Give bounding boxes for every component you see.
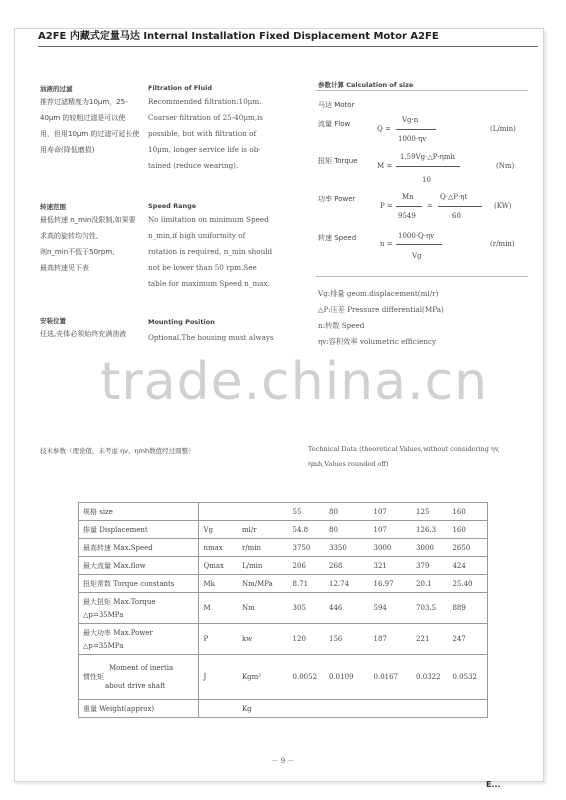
table-row	[79, 655, 488, 700]
filtration-cn-heading: 油液的过滤	[40, 85, 73, 93]
table-cell-value: 120	[289, 624, 325, 655]
speed-en-text	[148, 212, 308, 292]
table-cell-value: 12.74	[325, 575, 370, 593]
table-row-label	[79, 655, 199, 700]
filtration-en-line: Recommended filtration:10μm.	[148, 97, 262, 106]
table-cell-value: 3350	[325, 539, 370, 557]
table-cell-value: 446	[325, 593, 370, 624]
calc-torque-denominator: 10	[422, 176, 431, 184]
filtration-en-line: tained (reduce wearing).	[148, 161, 239, 170]
table-row	[79, 575, 488, 593]
page-number: － 9 －	[271, 757, 295, 765]
table-cell-value: 54.8	[289, 521, 325, 539]
table-cell-value: 0.0167	[370, 655, 413, 700]
table-cell-value	[412, 700, 448, 718]
table-cell-value: 206	[289, 557, 325, 575]
mount-en-text	[148, 330, 308, 346]
table-cell-symbol: Mk	[199, 575, 238, 593]
table-cell-size: 55	[289, 503, 325, 521]
calc-torque-fraction-line	[396, 166, 460, 167]
table-cell-value	[289, 700, 325, 718]
speed-en-line: No limitation on minimum Speed	[148, 215, 269, 224]
mount-cn-line: 任选,壳体必须始终充满油液	[40, 330, 127, 338]
tech-data-table	[78, 502, 488, 718]
tech-data-en-caption	[308, 442, 528, 472]
table-cell-value: 221	[412, 624, 448, 655]
table-cell-value: 8.71	[289, 575, 325, 593]
calc-power-numerator: Mn	[402, 193, 414, 201]
calc-legend-line: Vg:排量 geom.displacement(ml/r)	[318, 289, 439, 298]
table-cell-symbol: Qmax	[199, 557, 238, 575]
filtration-cn-text	[40, 94, 142, 158]
filtration-en-line: possible, but with filtration of	[148, 129, 257, 138]
calc-heading: 参数计算 Calculation of size	[318, 81, 414, 89]
table-row	[79, 557, 488, 575]
table-cell-value: 268	[325, 557, 370, 575]
table-cell-value: 703.5	[412, 593, 448, 624]
table-cell-symbol: P	[199, 624, 238, 655]
filtration-en-line: Coarser filtration of 25-40μm,is	[148, 113, 264, 122]
page-title-text: A2FE 内藏式定量马达 Internal Installation Fixed Displacement Motor A2FE	[38, 31, 439, 42]
table-cell-unit: L/min	[238, 557, 289, 575]
calc-flow-denominator: 1000·ηv	[398, 135, 427, 143]
calc-flow-numerator: Vg·n	[402, 116, 419, 124]
table-cell-value: 305	[289, 593, 325, 624]
row-label-line: about drive shaft	[105, 682, 166, 690]
table-cell-value: 156	[325, 624, 370, 655]
table-cell-value: 889	[448, 593, 487, 624]
speed-cn-line: 求高的旋转均匀性,	[40, 232, 99, 240]
row-label-line: 最大扭矩 Max.Torque	[83, 598, 156, 606]
table-row	[79, 593, 488, 624]
calc-legend-line: n:转数 Speed	[318, 321, 365, 330]
calc-power-fraction-line-2	[438, 206, 482, 207]
calc-torque-label: 扭矩 Torque	[318, 157, 358, 165]
speed-cn-line: 最低转速 n_min没限制,如果要	[40, 216, 136, 224]
table-row-label: 最大流量 Max.flow	[79, 557, 199, 575]
table-cell-symbol: nmax	[199, 539, 238, 557]
row-label-line: 惯性矩	[83, 673, 104, 681]
calc-torque-numerator: 1.59Vg·△P·ηmh	[400, 153, 456, 161]
mount-cn-heading: 安装位置	[40, 317, 66, 325]
table-cell-value: 0.0322	[412, 655, 448, 700]
table-row-label: 重量 Weight(approx)	[79, 700, 199, 718]
table-cell-value: 80	[325, 521, 370, 539]
calc-power-lhs: P =	[380, 202, 393, 210]
filtration-en-heading: Filtration of Fluid	[148, 84, 213, 92]
calc-speed-numerator: 1000·Q·ηv	[398, 232, 435, 240]
table-cell-value: 247	[448, 624, 487, 655]
speed-en-heading: Speed Range	[148, 202, 197, 210]
table-cell-value	[448, 700, 487, 718]
calc-divider	[316, 90, 528, 91]
row-label-line: △p=35MPa	[83, 642, 124, 650]
calc-power-equals: =	[427, 202, 433, 210]
watermark: trade.china.cn	[100, 352, 489, 412]
tech-data-en-line: ηmh,Values rounded off)	[308, 460, 389, 468]
table-cell-value: 20.1	[412, 575, 448, 593]
speed-en-line: not be lower than 50 rpm.See	[148, 263, 257, 272]
table-cell-value: 126.3	[412, 521, 448, 539]
row-label-line: △p=35MPa	[83, 611, 124, 619]
table-cell-unit: kw	[238, 624, 289, 655]
table-cell-value	[370, 700, 413, 718]
calc-speed-fraction-line	[396, 244, 442, 245]
filtration-en-line: 10μm, longer service life is ob-	[148, 145, 261, 154]
table-cell-value: 3750	[289, 539, 325, 557]
table-cell-value: 107	[370, 521, 413, 539]
speed-en-line: n_min,if high uniformity of	[148, 231, 246, 240]
table-row-label	[79, 593, 199, 624]
calc-legend	[318, 286, 528, 350]
table-cell-unit: r/min	[238, 539, 289, 557]
speed-cn-line: 最高转速见下表	[40, 264, 89, 272]
table-cell-symbol: J	[199, 655, 238, 700]
table-cell-value: 0.0052	[289, 655, 325, 700]
mount-cn-text	[40, 326, 150, 342]
table-cell-size: 125	[412, 503, 448, 521]
calc-power-numerator-2: Q·△P·ηt	[440, 193, 468, 201]
table-row	[79, 700, 488, 718]
calc-power-denominator-2: 60	[452, 212, 461, 220]
table-cell-unit: Kgm²	[238, 655, 289, 700]
table-cell-value: 321	[370, 557, 413, 575]
table-row	[79, 624, 488, 655]
calc-torque-unit: (Nm)	[496, 162, 515, 170]
mount-en-line: Optional.The housing must always	[148, 333, 274, 342]
table-cell-size: 107	[370, 503, 413, 521]
corner-mark: E...	[486, 780, 501, 789]
table-cell-value: 424	[448, 557, 487, 575]
speed-en-line: rotation is required, n_min should	[148, 247, 273, 256]
filtration-cn-line: 用寿命(降低磨损)	[40, 146, 95, 154]
table-row-label	[79, 624, 199, 655]
table-row	[79, 521, 488, 539]
calc-flow-label: 流量 Flow	[318, 120, 351, 128]
tech-data-en-line: Technical Data (theoretical Values,without considering ηv,	[308, 445, 500, 453]
table-cell-value: 3000	[412, 539, 448, 557]
filtration-cn-line: 推荐过滤精度为10μm，25-	[40, 98, 128, 106]
table-cell-value: 379	[412, 557, 448, 575]
calc-flow-lhs: Q =	[377, 125, 391, 133]
calc-speed-label: 转速 Speed	[318, 234, 357, 242]
speed-cn-line: 则n_min不低于50rpm,	[40, 248, 115, 256]
filtration-en-text	[148, 94, 308, 174]
row-label-line: Moment of inertia	[109, 664, 174, 672]
calc-flow-fraction-line	[396, 129, 436, 130]
calc-flow-unit: (L/min)	[490, 125, 516, 133]
table-cell-symbol	[199, 700, 238, 718]
speed-cn-heading: 转速范围	[40, 203, 66, 211]
page-title	[38, 28, 538, 47]
calc-power-fraction-line	[396, 206, 422, 207]
tech-data-cn-caption: 技术参数（理论值，未考虑 ηv、ηmh数值经过圆整）	[40, 447, 195, 455]
table-cell-value	[325, 700, 370, 718]
table-cell	[238, 503, 289, 521]
table-cell-value: 160	[448, 521, 487, 539]
calc-speed-denominator: Vg	[412, 252, 422, 260]
table-cell-value: 3000	[370, 539, 413, 557]
table-cell-size: 160	[448, 503, 487, 521]
table-cell-value: 594	[370, 593, 413, 624]
mount-en-heading: Mounting Position	[148, 318, 215, 326]
filtration-cn-line: 40μm 的较粗过滤是可以使	[40, 114, 126, 122]
table-cell-value: 187	[370, 624, 413, 655]
table-cell-symbol: Vg	[199, 521, 238, 539]
table-cell-value: 2650	[448, 539, 487, 557]
table-row-label: 最高转速 Max.Speed	[79, 539, 199, 557]
table-cell-unit: Nm/MPa	[238, 575, 289, 593]
filtration-cn-line: 用，但用10μm 的过滤可延长使	[40, 130, 140, 138]
table-cell-value: 16.97	[370, 575, 413, 593]
table-cell-value: 0.0109	[325, 655, 370, 700]
calc-torque-lhs: M =	[377, 162, 393, 170]
calc-legend-line: △P:压差 Pressure differential(MPa)	[318, 305, 444, 314]
table-row	[79, 539, 488, 557]
table-body	[79, 521, 488, 718]
table-cell-value: 25.40	[448, 575, 487, 593]
speed-cn-text	[40, 212, 144, 276]
table-header-label: 规格 size	[79, 503, 199, 521]
table-cell-unit: Kg	[238, 700, 289, 718]
table-row-label: 扭矩常数 Torque constants	[79, 575, 199, 593]
calc-bottom-divider	[316, 276, 528, 277]
table-header-row	[79, 503, 488, 521]
calc-motor-label: 马达 Motor	[318, 101, 355, 109]
calc-power-label: 功率 Power	[318, 195, 356, 203]
row-label-line: 最大功率 Max.Power	[83, 629, 153, 637]
calc-power-denominator: 9549	[398, 212, 416, 220]
calc-speed-lhs: n =	[380, 240, 393, 248]
table-cell-unit: Nm	[238, 593, 289, 624]
calc-legend-line: ηv:容积效率 volumetric efficiency	[318, 337, 437, 346]
table-cell	[199, 503, 238, 521]
table-cell-size: 80	[325, 503, 370, 521]
table-cell-unit: ml/r	[238, 521, 289, 539]
speed-en-line: table for maximum Speed n_max.	[148, 279, 270, 288]
table-row-label: 排量 Displacement	[79, 521, 199, 539]
table-cell-value: 0.0532	[448, 655, 487, 700]
calc-power-unit: (KW)	[494, 202, 512, 210]
table-cell-symbol: M	[199, 593, 238, 624]
calc-speed-unit: (r/min)	[490, 240, 515, 248]
